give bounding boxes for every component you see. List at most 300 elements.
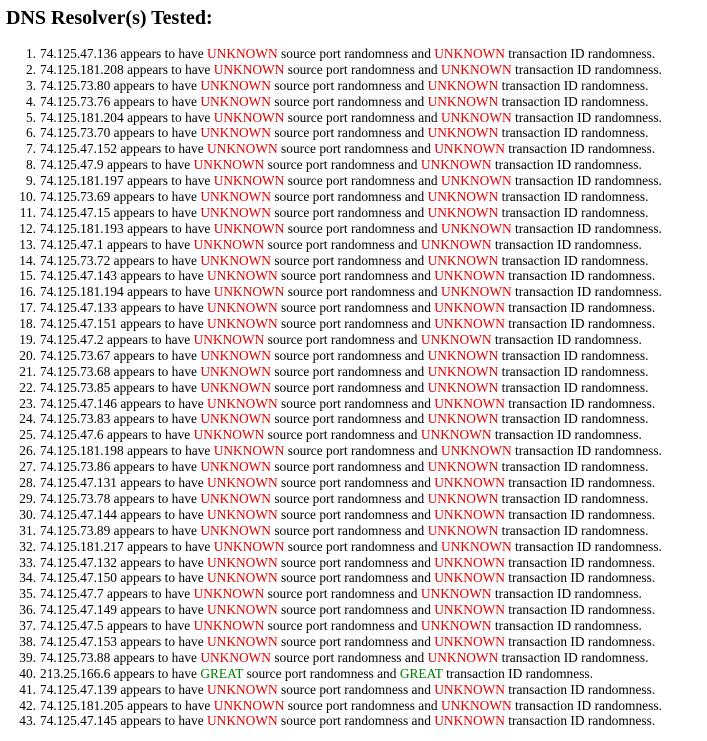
resolver-ip: 74.125.47.131 — [40, 475, 117, 491]
txid-rating: UNKNOWN — [434, 633, 505, 649]
resolver-ip: 74.125.73.68 — [40, 363, 111, 379]
source-port-rating: UNKNOWN — [193, 618, 265, 634]
appears-text: appears to have — [106, 427, 191, 443]
list-item — [0, 682, 662, 698]
resolver-ip: 74.125.181.208 — [40, 61, 124, 77]
source-port-text: source port randomness and — [281, 633, 431, 649]
source-port-text: source port randomness and — [281, 554, 431, 570]
source-port-rating: UNKNOWN — [193, 157, 265, 173]
appears-text: appears to have — [106, 586, 191, 602]
list-item — [0, 348, 662, 364]
list-item — [0, 268, 662, 284]
txid-rating: UNKNOWN — [427, 93, 499, 109]
item-number: 43. — [19, 713, 36, 729]
txid-rating: UNKNOWN — [440, 61, 512, 77]
list-item — [0, 62, 662, 78]
txid-text: transaction ID randomness. — [515, 173, 662, 189]
item-number: 38. — [19, 633, 36, 649]
source-port-rating: UNKNOWN — [207, 268, 278, 284]
appears-text: appears to have — [120, 475, 204, 491]
resolver-ip: 74.125.73.86 — [40, 459, 111, 475]
item-number: 19. — [19, 332, 36, 348]
list-item — [0, 570, 662, 586]
item-number: 21. — [19, 363, 36, 379]
resolver-ip: 74.125.47.143 — [40, 268, 117, 284]
resolver-ip: 74.125.47.151 — [40, 316, 117, 332]
list-item — [0, 46, 662, 62]
item-number: 30. — [19, 506, 36, 522]
source-port-rating: UNKNOWN — [200, 77, 271, 93]
source-port-rating: UNKNOWN — [200, 459, 271, 475]
source-port-rating: UNKNOWN — [193, 586, 265, 602]
appears-text: appears to have — [127, 443, 211, 459]
txid-rating: UNKNOWN — [420, 427, 492, 443]
txid-rating: UNKNOWN — [427, 649, 499, 665]
appears-text: appears to have — [120, 300, 204, 316]
resolver-ip: 74.125.73.83 — [40, 411, 111, 427]
txid-rating: UNKNOWN — [427, 411, 499, 427]
txid-rating: UNKNOWN — [427, 363, 499, 379]
appears-text: appears to have — [127, 284, 211, 300]
source-port-text: source port randomness and — [281, 268, 431, 284]
txid-text: transaction ID randomness. — [494, 157, 642, 173]
appears-text: appears to have — [113, 347, 197, 363]
appears-text: appears to have — [113, 411, 197, 427]
list-item — [0, 332, 662, 348]
list-item — [0, 411, 662, 427]
source-port-text: source port randomness and — [287, 697, 438, 713]
source-port-text: source port randomness and — [274, 252, 425, 268]
item-number: 23. — [19, 395, 36, 411]
resolver-ip: 74.125.47.5 — [40, 618, 104, 634]
source-port-text: source port randomness and — [281, 602, 431, 618]
resolver-ip: 74.125.73.80 — [40, 77, 111, 93]
item-number: 26. — [19, 443, 36, 459]
txid-text: transaction ID randomness. — [501, 204, 649, 220]
item-number: 36. — [19, 602, 36, 618]
txid-rating: UNKNOWN — [420, 618, 492, 634]
item-number: 32. — [19, 538, 36, 554]
resolver-ip: 74.125.47.6 — [40, 427, 104, 443]
source-port-rating: UNKNOWN — [207, 602, 278, 618]
resolver-ip: 74.125.47.149 — [40, 602, 117, 618]
source-port-rating: UNKNOWN — [200, 649, 271, 665]
item-number: 11. — [19, 204, 36, 220]
item-number: 16. — [19, 284, 36, 300]
source-port-rating: UNKNOWN — [207, 681, 278, 697]
item-number: 27. — [19, 459, 36, 475]
resolver-list — [0, 46, 662, 729]
source-port-rating: UNKNOWN — [207, 395, 278, 411]
source-port-rating: UNKNOWN — [207, 506, 278, 522]
txid-text: transaction ID randomness. — [508, 268, 656, 284]
item-number: 13. — [19, 236, 36, 252]
txid-text: transaction ID randomness. — [494, 427, 642, 443]
source-port-rating: UNKNOWN — [213, 220, 285, 236]
txid-rating: UNKNOWN — [427, 125, 499, 141]
txid-text: transaction ID randomness. — [508, 475, 656, 491]
source-port-text: source port randomness and — [267, 618, 418, 634]
source-port-text: source port randomness and — [287, 61, 438, 77]
source-port-text: source port randomness and — [281, 395, 431, 411]
item-number: 39. — [19, 649, 36, 665]
appears-text: appears to have — [113, 189, 197, 205]
resolver-ip: 74.125.47.9 — [40, 157, 104, 173]
appears-text: appears to have — [120, 570, 204, 586]
source-port-rating: UNKNOWN — [200, 522, 271, 538]
item-number: 24. — [19, 411, 36, 427]
source-port-text: source port randomness and — [281, 681, 431, 697]
source-port-rating: UNKNOWN — [200, 189, 271, 205]
txid-rating: UNKNOWN — [434, 141, 505, 157]
source-port-text: source port randomness and — [274, 189, 425, 205]
list-item — [0, 300, 662, 316]
txid-rating: UNKNOWN — [420, 332, 492, 348]
item-number: 42. — [19, 697, 36, 713]
txid-rating: UNKNOWN — [427, 77, 499, 93]
source-port-rating: UNKNOWN — [200, 125, 271, 141]
appears-text: appears to have — [120, 681, 204, 697]
resolver-ip: 74.125.181.198 — [40, 443, 124, 459]
txid-text: transaction ID randomness. — [494, 332, 642, 348]
txid-text: transaction ID randomness. — [508, 681, 656, 697]
source-port-rating: UNKNOWN — [213, 284, 285, 300]
appears-text: appears to have — [113, 649, 197, 665]
source-port-rating: GREAT — [200, 665, 244, 681]
txid-text: transaction ID randomness. — [508, 633, 656, 649]
appears-text: appears to have — [127, 109, 211, 125]
list-item — [0, 380, 662, 396]
source-port-text: source port randomness and — [281, 506, 431, 522]
list-item — [0, 94, 662, 110]
item-number: 35. — [19, 586, 36, 602]
source-port-rating: UNKNOWN — [193, 427, 265, 443]
source-port-rating: UNKNOWN — [207, 554, 278, 570]
source-port-rating: UNKNOWN — [207, 633, 278, 649]
source-port-rating: UNKNOWN — [200, 93, 271, 109]
txid-rating: UNKNOWN — [427, 189, 499, 205]
item-number: 18. — [19, 316, 36, 332]
source-port-text: source port randomness and — [281, 316, 431, 332]
list-item — [0, 157, 662, 173]
appears-text: appears to have — [120, 633, 204, 649]
txid-rating: UNKNOWN — [440, 284, 512, 300]
resolver-ip: 74.125.47.145 — [40, 713, 117, 729]
list-item — [0, 396, 662, 412]
list-item — [0, 634, 662, 650]
source-port-rating: UNKNOWN — [193, 332, 265, 348]
page-title: DNS Resolver(s) Tested: — [6, 7, 213, 29]
txid-rating: UNKNOWN — [434, 395, 505, 411]
resolver-ip: 74.125.181.197 — [40, 173, 124, 189]
appears-text: appears to have — [127, 697, 211, 713]
txid-text: transaction ID randomness. — [508, 570, 656, 586]
txid-text: transaction ID randomness. — [501, 379, 649, 395]
resolver-ip: 74.125.47.7 — [40, 586, 104, 602]
item-number: 7. — [25, 141, 36, 157]
appears-text: appears to have — [120, 46, 204, 61]
source-port-text: source port randomness and — [274, 649, 425, 665]
txid-rating: UNKNOWN — [420, 236, 492, 252]
source-port-rating: UNKNOWN — [207, 570, 278, 586]
appears-text: appears to have — [106, 236, 191, 252]
list-item — [0, 523, 662, 539]
item-number: 37. — [19, 618, 36, 634]
txid-text: transaction ID randomness. — [508, 554, 656, 570]
source-port-rating: UNKNOWN — [213, 538, 285, 554]
item-number: 25. — [19, 427, 36, 443]
item-number: 10. — [19, 189, 36, 205]
txid-text: transaction ID randomness. — [501, 125, 649, 141]
source-port-rating: UNKNOWN — [200, 252, 271, 268]
resolver-ip: 74.125.47.144 — [40, 506, 117, 522]
appears-text: appears to have — [113, 204, 197, 220]
resolver-ip: 74.125.73.67 — [40, 347, 111, 363]
txid-text: transaction ID randomness. — [515, 220, 662, 236]
resolver-ip: 74.125.73.78 — [40, 490, 111, 506]
appears-text: appears to have — [120, 141, 204, 157]
source-port-text: source port randomness and — [274, 490, 425, 506]
source-port-rating: UNKNOWN — [213, 697, 285, 713]
txid-rating: UNKNOWN — [434, 602, 505, 618]
txid-rating: UNKNOWN — [434, 475, 505, 491]
source-port-rating: UNKNOWN — [207, 300, 278, 316]
appears-text: appears to have — [127, 173, 211, 189]
source-port-text: source port randomness and — [267, 427, 418, 443]
resolver-ip: 74.125.181.204 — [40, 109, 124, 125]
list-item — [0, 125, 662, 141]
txid-rating: UNKNOWN — [440, 443, 512, 459]
resolver-ip: 74.125.73.72 — [40, 252, 111, 268]
item-number: 22. — [19, 379, 36, 395]
item-number: 28. — [19, 475, 36, 491]
source-port-text: source port randomness and — [267, 157, 418, 173]
appears-text: appears to have — [120, 395, 204, 411]
list-item — [0, 205, 662, 221]
list-item — [0, 237, 662, 253]
txid-text: transaction ID randomness. — [501, 490, 649, 506]
txid-rating: UNKNOWN — [440, 538, 512, 554]
resolver-ip: 74.125.181.193 — [40, 220, 124, 236]
item-number: 8. — [25, 157, 36, 173]
txid-text: transaction ID randomness. — [515, 284, 662, 300]
resolver-ip: 74.125.181.205 — [40, 697, 124, 713]
source-port-text: source port randomness and — [267, 236, 418, 252]
txid-text: transaction ID randomness. — [508, 300, 656, 316]
resolver-ip: 74.125.73.88 — [40, 649, 111, 665]
resolver-ip: 74.125.181.194 — [40, 284, 124, 300]
txid-rating: UNKNOWN — [434, 300, 505, 316]
item-number: 40. — [19, 665, 36, 681]
txid-text: transaction ID randomness. — [501, 93, 649, 109]
appears-text: appears to have — [113, 77, 197, 93]
list-item — [0, 443, 662, 459]
item-number: 15. — [19, 268, 36, 284]
resolver-ip: 74.125.47.153 — [40, 633, 117, 649]
item-number: 12. — [19, 220, 36, 236]
txid-text: transaction ID randomness. — [508, 713, 656, 729]
txid-rating: UNKNOWN — [434, 506, 505, 522]
txid-text: transaction ID randomness. — [508, 46, 656, 61]
resolver-ip: 74.125.47.136 — [40, 46, 117, 61]
appears-text: appears to have — [113, 522, 197, 538]
item-number: 5. — [25, 109, 36, 125]
list-item — [0, 586, 662, 602]
source-port-rating: UNKNOWN — [213, 109, 285, 125]
txid-rating: UNKNOWN — [440, 697, 512, 713]
resolver-ip: 74.125.47.152 — [40, 141, 117, 157]
item-number: 29. — [19, 490, 36, 506]
item-number: 17. — [19, 300, 36, 316]
appears-text: appears to have — [113, 379, 197, 395]
txid-text: transaction ID randomness. — [501, 252, 649, 268]
txid-text: transaction ID randomness. — [515, 697, 662, 713]
source-port-rating: UNKNOWN — [200, 204, 271, 220]
list-item — [0, 316, 662, 332]
appears-text: appears to have — [106, 618, 191, 634]
source-port-text: source port randomness and — [287, 109, 438, 125]
resolver-ip: 74.125.73.76 — [40, 93, 111, 109]
appears-text: appears to have — [113, 93, 197, 109]
txid-text: transaction ID randomness. — [508, 395, 656, 411]
source-port-text: source port randomness and — [281, 46, 431, 61]
txid-text: transaction ID randomness. — [501, 347, 649, 363]
source-port-text: source port randomness and — [281, 141, 431, 157]
resolver-ip: 74.125.47.133 — [40, 300, 117, 316]
resolver-ip: 74.125.47.2 — [40, 332, 104, 348]
txid-rating: UNKNOWN — [434, 46, 505, 61]
source-port-rating: UNKNOWN — [207, 46, 278, 61]
item-number: 14. — [19, 252, 36, 268]
txid-text: transaction ID randomness. — [494, 236, 642, 252]
appears-text: appears to have — [106, 157, 191, 173]
txid-text: transaction ID randomness. — [501, 649, 649, 665]
source-port-rating: UNKNOWN — [207, 475, 278, 491]
source-port-text: source port randomness and — [274, 77, 425, 93]
source-port-rating: UNKNOWN — [200, 379, 271, 395]
source-port-rating: UNKNOWN — [200, 411, 271, 427]
txid-text: transaction ID randomness. — [508, 506, 656, 522]
txid-text: transaction ID randomness. — [501, 77, 649, 93]
txid-text: transaction ID randomness. — [508, 602, 656, 618]
txid-rating: UNKNOWN — [434, 316, 505, 332]
appears-text: appears to have — [113, 252, 197, 268]
txid-rating: UNKNOWN — [440, 220, 512, 236]
resolver-ip: 74.125.73.69 — [40, 189, 111, 205]
source-port-text: source port randomness and — [267, 586, 418, 602]
txid-text: transaction ID randomness. — [515, 443, 662, 459]
list-item — [0, 650, 662, 666]
list-item — [0, 666, 662, 682]
txid-rating: UNKNOWN — [427, 522, 499, 538]
source-port-text: source port randomness and — [274, 204, 425, 220]
item-number: 34. — [19, 570, 36, 586]
source-port-text: source port randomness and — [274, 522, 425, 538]
source-port-text: source port randomness and — [281, 570, 431, 586]
txid-rating: GREAT — [399, 665, 443, 681]
list-item — [0, 141, 662, 157]
txid-text: transaction ID randomness. — [494, 586, 642, 602]
txid-rating: UNKNOWN — [434, 681, 505, 697]
item-number: 6. — [25, 125, 36, 141]
source-port-text: source port randomness and — [287, 284, 438, 300]
resolver-ip: 74.125.73.85 — [40, 379, 111, 395]
appears-text: appears to have — [113, 665, 197, 681]
txid-text: transaction ID randomness. — [515, 61, 662, 77]
item-number: 1. — [25, 46, 36, 61]
appears-text: appears to have — [127, 220, 211, 236]
source-port-rating: UNKNOWN — [200, 490, 271, 506]
source-port-text: source port randomness and — [274, 411, 425, 427]
txid-text: transaction ID randomness. — [494, 618, 642, 634]
source-port-text: source port randomness and — [281, 300, 431, 316]
txid-text: transaction ID randomness. — [501, 411, 649, 427]
txid-rating: UNKNOWN — [440, 109, 512, 125]
item-number: 41. — [19, 681, 36, 697]
item-number: 20. — [19, 347, 36, 363]
resolver-ip: 74.125.47.139 — [40, 681, 117, 697]
item-number: 4. — [25, 93, 36, 109]
appears-text: appears to have — [127, 61, 211, 77]
txid-rating: UNKNOWN — [427, 204, 499, 220]
source-port-rating: UNKNOWN — [200, 347, 271, 363]
source-port-text: source port randomness and — [287, 220, 438, 236]
list-item — [0, 253, 662, 269]
resolver-ip: 74.125.47.146 — [40, 395, 117, 411]
source-port-rating: UNKNOWN — [193, 236, 265, 252]
source-port-text: source port randomness and — [274, 93, 425, 109]
list-item — [0, 173, 662, 189]
source-port-text: source port randomness and — [274, 379, 425, 395]
appears-text: appears to have — [120, 713, 204, 729]
resolver-ip: 74.125.47.150 — [40, 570, 117, 586]
source-port-text: source port randomness and — [287, 173, 438, 189]
source-port-rating: UNKNOWN — [213, 61, 285, 77]
resolver-ip: 74.125.47.1 — [40, 236, 104, 252]
txid-text: transaction ID randomness. — [515, 538, 662, 554]
resolver-ip: 74.125.47.132 — [40, 554, 117, 570]
txid-rating: UNKNOWN — [427, 490, 499, 506]
txid-text: transaction ID randomness. — [501, 459, 649, 475]
txid-rating: UNKNOWN — [427, 347, 499, 363]
source-port-rating: UNKNOWN — [207, 713, 278, 729]
appears-text: appears to have — [120, 554, 204, 570]
resolver-ip: 74.125.73.89 — [40, 522, 111, 538]
list-item — [0, 713, 662, 729]
list-item — [0, 507, 662, 523]
resolver-ip: 74.125.47.15 — [40, 204, 111, 220]
list-item — [0, 284, 662, 300]
list-item — [0, 539, 662, 555]
txid-rating: UNKNOWN — [427, 252, 499, 268]
source-port-text: source port randomness and — [281, 475, 431, 491]
appears-text: appears to have — [113, 490, 197, 506]
source-port-text: source port randomness and — [274, 363, 425, 379]
source-port-text: source port randomness and — [274, 347, 425, 363]
txid-text: transaction ID randomness. — [501, 363, 649, 379]
source-port-text: source port randomness and — [281, 713, 431, 729]
txid-rating: UNKNOWN — [420, 157, 492, 173]
txid-text: transaction ID randomness. — [501, 189, 649, 205]
txid-text: transaction ID randomness. — [446, 665, 593, 681]
appears-text: appears to have — [113, 459, 197, 475]
item-number: 3. — [25, 77, 36, 93]
appears-text: appears to have — [113, 125, 197, 141]
list-item — [0, 459, 662, 475]
source-port-rating: UNKNOWN — [207, 141, 278, 157]
source-port-rating: UNKNOWN — [213, 173, 285, 189]
source-port-rating: UNKNOWN — [207, 316, 278, 332]
